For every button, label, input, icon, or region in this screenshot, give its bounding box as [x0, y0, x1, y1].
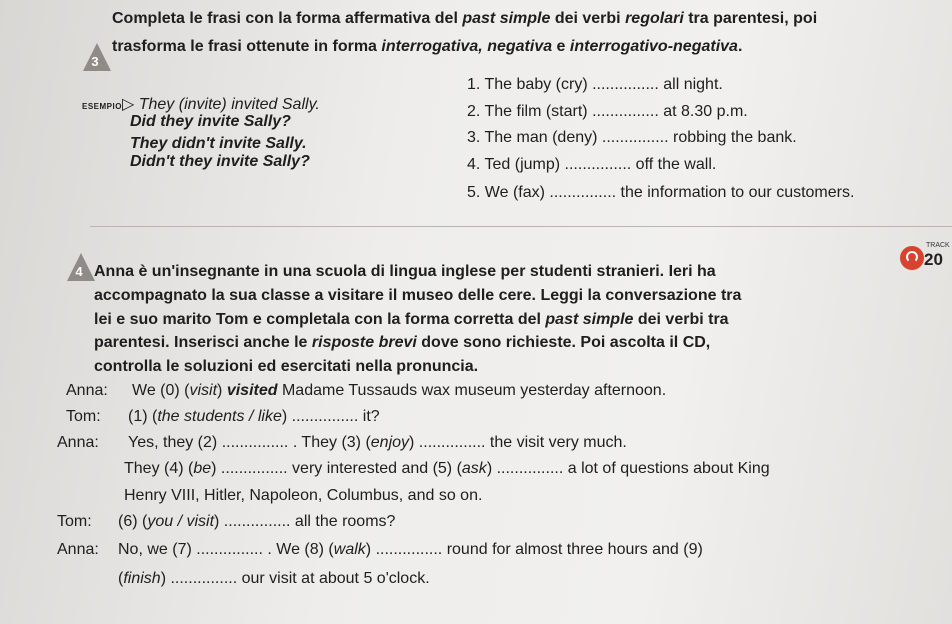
dialogue-line: [118, 541, 703, 559]
text-run: Yes, they (2): [128, 434, 222, 451]
text-run: ): [409, 434, 419, 451]
text-run: trasforma le frasi ottenute in forma: [112, 38, 382, 55]
answer-blank[interactable]: ...............: [564, 156, 632, 173]
dialogue-speaker: Tom:: [66, 408, 101, 425]
dialogue-line: [124, 487, 482, 505]
example-question: Did they invite Sally?: [130, 113, 291, 130]
text-run: it?: [358, 408, 380, 425]
answer-blank[interactable]: ...............: [223, 513, 291, 530]
answer-blank[interactable]: ...............: [170, 570, 238, 587]
text-run: (1) (: [128, 408, 158, 425]
text-run: accompagnato la sua classe a visitare il museo delle cere. Leggi la conversazione tra: [94, 287, 742, 304]
example-negative: They didn't invite Sally.: [130, 135, 307, 152]
example-negative-question: Didn't they invite Sally?: [130, 153, 310, 170]
exercise-4-instruction-line-4: [94, 334, 710, 352]
exercise-3-item-1: 1. The baby (cry) ............... all night.: [467, 76, 723, 93]
answer-blank[interactable]: ...............: [496, 460, 564, 477]
exercise-4-number: 4: [75, 264, 83, 279]
text-run: ask: [461, 460, 487, 477]
text-run: be: [193, 460, 212, 477]
text-run: round for almost three hours and (9): [442, 541, 703, 558]
text-run: ): [486, 460, 497, 477]
text-run: ): [214, 513, 224, 530]
text-run: visited: [226, 382, 278, 399]
exercise-3-instruction-line-2: [112, 38, 742, 56]
text-run: Anna è un'insegnante in una scuola di lingua inglese per studenti stranieri. Ieri ha: [94, 263, 716, 280]
text-run: regolari: [625, 10, 684, 27]
dialogue-speaker: Anna:: [57, 541, 99, 558]
text-run: interrogativo-negativa: [569, 38, 738, 55]
text-run: tra parentesi, poi: [683, 10, 818, 27]
dialogue-speaker: Anna:: [66, 382, 108, 399]
text-run: No, we (7): [118, 541, 197, 558]
text-run: visit: [189, 382, 218, 399]
text-run: ): [211, 460, 221, 477]
text-run: parentesi. Inserisci anche le: [94, 334, 312, 351]
text-run: our visit at about 5 o'clock.: [237, 570, 430, 587]
dialogue-line: [132, 382, 666, 400]
text-run: the visit very much.: [485, 434, 627, 451]
text-run: e: [552, 38, 570, 55]
text-run: finish: [123, 570, 161, 587]
text-run: past simple: [462, 10, 551, 27]
text-run: ): [160, 570, 171, 587]
dialogue-line: [128, 434, 627, 452]
section-divider: [90, 226, 952, 227]
exercise-3-number: 3: [91, 54, 99, 69]
text-run: very interested and (5) (: [287, 460, 462, 477]
text-run: you / visit: [147, 513, 215, 530]
exercise-3-item-4: 4. Ted (jump) ............... off the wall.: [467, 156, 717, 173]
text-run: Henry VIII, Hitler, Napoleon, Columbus, and so on.: [124, 487, 483, 504]
text-run: risposte brevi: [311, 334, 417, 351]
exercise-3-number-badge: [80, 40, 114, 74]
dialogue-speaker: Anna:: [57, 434, 99, 451]
text-run: lei e suo marito Tom e completala con la forma corretta del: [94, 311, 546, 328]
exercise-4-instruction-line-5: [94, 358, 478, 376]
cd-track-badge: [900, 242, 950, 272]
text-run: Completa le frasi con la forma affermativa del: [112, 10, 463, 27]
example-sentence: They (invite) invited Sally.: [138, 96, 320, 113]
dialogue-line: [118, 570, 430, 588]
text-run: ): [281, 408, 292, 425]
exercise-4-number-badge: [64, 250, 98, 284]
dialogue-line: [128, 408, 380, 426]
text-run: (6) (: [118, 513, 148, 530]
answer-blank[interactable]: ...............: [221, 434, 289, 451]
dialogue-speaker: Tom:: [57, 513, 92, 530]
answer-blank[interactable]: ...............: [418, 434, 486, 451]
text-run: They (4) (: [124, 460, 194, 477]
text-run: (: [118, 570, 124, 587]
dialogue-line: [124, 460, 770, 478]
text-run: all the rooms?: [290, 513, 396, 530]
answer-blank[interactable]: ...............: [549, 184, 617, 201]
dialogue-line: [118, 513, 395, 531]
track-number: 20: [924, 250, 943, 269]
example-tag: ESEMPIO: [82, 102, 122, 111]
text-run: . They (3) (: [288, 434, 371, 451]
text-run: past simple: [545, 311, 634, 328]
text-run: dove sono richieste. Poi ascolta il CD,: [416, 334, 711, 351]
example-line: [82, 94, 320, 114]
exercise-3-item-2: 2. The film (start) ............... at 8.30 p.m.: [467, 103, 748, 120]
exercise-3-item-3: 3. The man (deny) ............... robbing the bank.: [467, 129, 797, 146]
track-label: TRACK: [926, 242, 950, 249]
answer-blank[interactable]: ...............: [291, 408, 359, 425]
text-run: dei verbi tra: [633, 311, 729, 328]
exercise-4-instruction-line-2: [94, 287, 741, 305]
text-run: enjoy: [370, 434, 410, 451]
exercise-4-instruction-line-3: [94, 311, 729, 329]
text-run: walk: [333, 541, 366, 558]
answer-blank[interactable]: ...............: [592, 103, 659, 120]
text-run: ): [365, 541, 376, 558]
cd-track-icon: [900, 246, 924, 270]
text-run: Madame Tussauds wax museum yesterday afternoon.: [277, 382, 667, 399]
answer-blank[interactable]: ...............: [375, 541, 443, 558]
answer-blank[interactable]: .: [737, 38, 743, 55]
answer-blank[interactable]: ...............: [601, 129, 669, 146]
text-run: . We (8) (: [262, 541, 334, 558]
example-arrow-icon: ▷: [121, 96, 135, 113]
text-run: a lot of questions about King: [563, 460, 770, 477]
answer-blank[interactable]: ...............: [196, 541, 263, 558]
exercise-3-instruction-line-1: [112, 10, 817, 28]
exercise-4-instruction-line-1: [94, 263, 716, 281]
text-run: the students / like: [157, 408, 282, 425]
text-run: interrogativa, negativa: [381, 38, 553, 55]
answer-blank[interactable]: ...............: [592, 76, 659, 93]
text-run: controlla le soluzioni ed esercitati nella pronuncia.: [94, 358, 479, 375]
text-run: We (0) (: [132, 382, 190, 399]
answer-blank[interactable]: ...............: [220, 460, 288, 477]
text-run: dei verbi: [550, 10, 626, 27]
text-run: ): [217, 382, 227, 399]
exercise-3-item-5: 5. We (fax) ............... the information to our customers.: [467, 184, 855, 201]
